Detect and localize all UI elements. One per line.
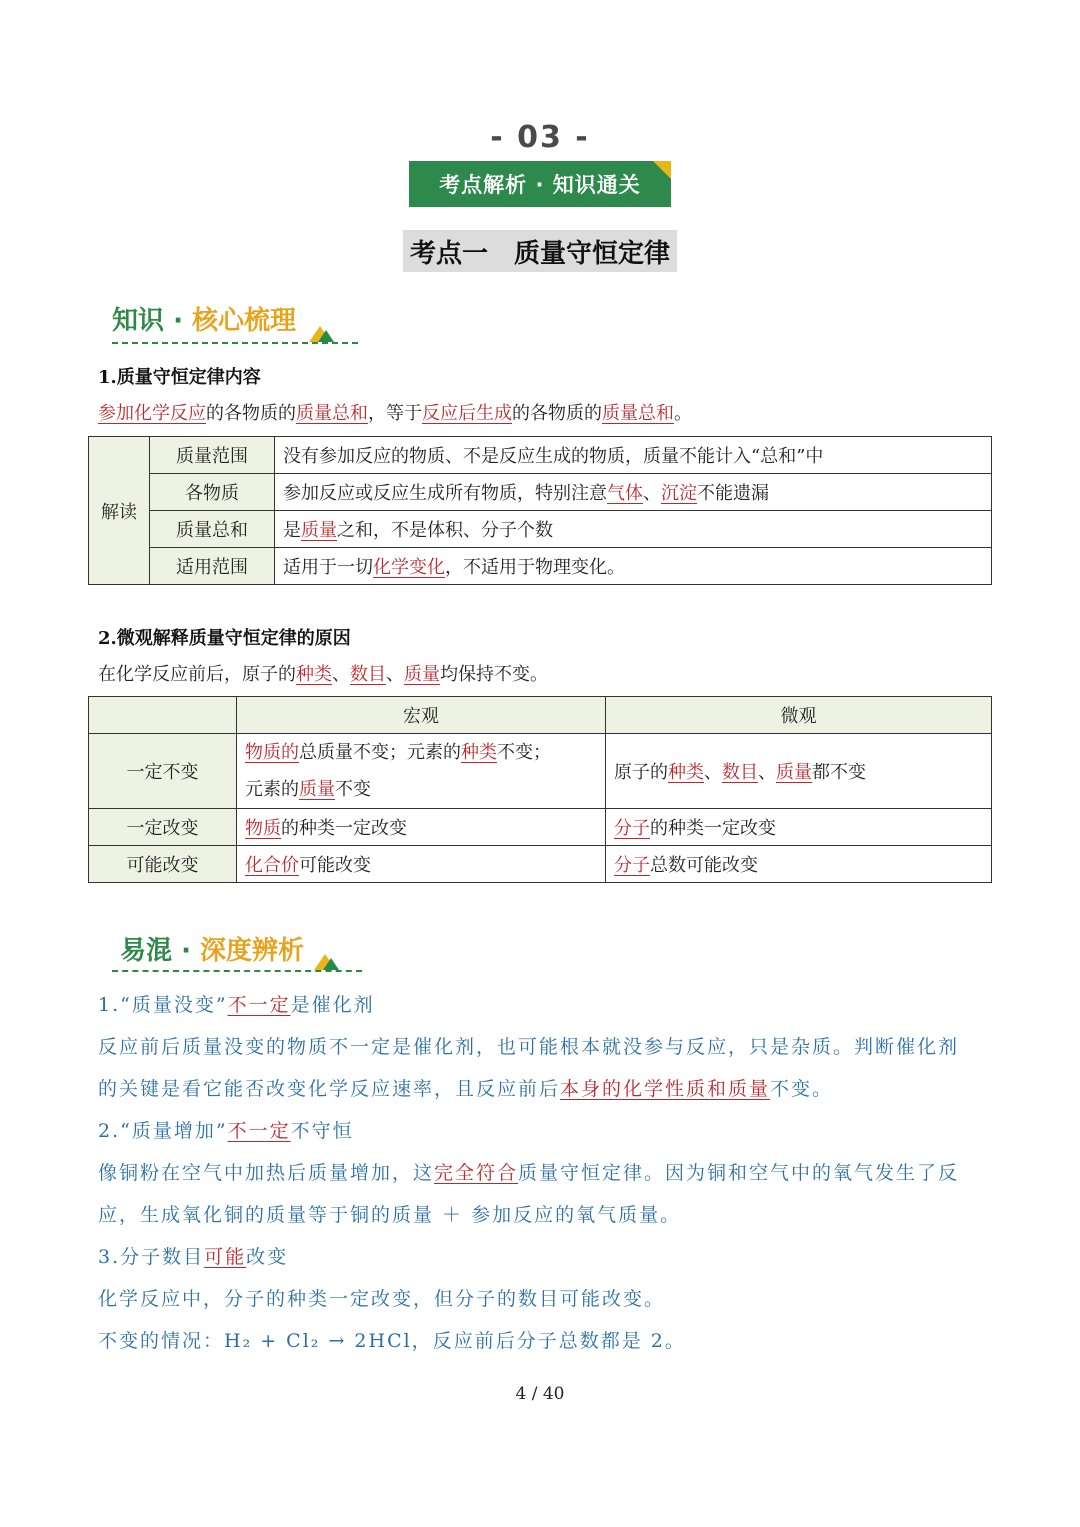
keyword: 分子 (614, 855, 650, 876)
item-1-line: 反应前后质量没变的物质不一定是催化剂，也可能根本就没参与反应，只是杂质。判断催化剂 (98, 1036, 960, 1058)
text: ，等于 (368, 403, 422, 424)
text: 总数可能改变 (650, 855, 758, 876)
triangle-icon (318, 330, 334, 342)
table-row-label: 一定不变 (89, 734, 237, 809)
keyword: 气体 (607, 483, 643, 504)
keyword: 完全符合 (434, 1162, 519, 1184)
text: 像铜粉在空气中加热后质量增加，这 (98, 1162, 435, 1184)
keyword: 不一定 (227, 1120, 291, 1142)
text: 的各物质的 (512, 403, 602, 424)
keyword: 种类 (461, 742, 497, 763)
table-cell (275, 474, 992, 511)
text: 、 (758, 762, 776, 783)
table-corner-cell (89, 697, 237, 734)
text: 。 (674, 403, 692, 424)
section-number: - 03 - (490, 120, 590, 155)
keyword: 化合价 (245, 855, 299, 876)
table-row-label: 质量范围 (150, 437, 275, 474)
keyword: 物质 (245, 818, 281, 839)
table-cell (606, 734, 992, 809)
table-cell (237, 846, 606, 883)
keyword: 沉淀 (661, 483, 697, 504)
text: 质量守恒定律。因为铜和空气中的氧气发生了反 (518, 1162, 960, 1184)
keyword: 物质的 (245, 742, 299, 763)
text: 均保持不变。 (440, 664, 548, 685)
table-row-label: 质量总和 (150, 511, 275, 548)
table-row-label: 各物质 (150, 474, 275, 511)
item-3-line: 不变的情况：H₂ + Cl₂ → 2HCl，反应前后分子总数都是 2。 (98, 1330, 686, 1352)
table-cell (606, 809, 992, 846)
keyword: 质量 (301, 520, 337, 541)
heading-1: 1.质量守恒定律内容 (98, 367, 261, 388)
keyword: 种类 (668, 762, 704, 783)
keyword: 数目 (350, 664, 386, 685)
keyword: 数目 (722, 762, 758, 783)
topic-title: 考点一 质量守恒定律 (403, 230, 677, 272)
text: 3.分子数目 (98, 1246, 205, 1268)
page-number: 4 / 40 (515, 1384, 565, 1404)
knowledge-heading (112, 300, 296, 337)
macro-micro-table (88, 696, 992, 883)
knowledge-dot: · (173, 306, 183, 336)
knowledge-label-b: 核心梳理 (192, 306, 297, 336)
heading-underline (112, 342, 358, 344)
text: 不变。 (770, 1078, 834, 1100)
confusion-dot: · (181, 936, 191, 966)
keyword: 质量 (776, 762, 812, 783)
text: 2.“质量增加” (98, 1120, 228, 1142)
keyword: 质量 (299, 779, 335, 800)
item-1-title (98, 984, 998, 1026)
table-row-label: 可能改变 (89, 846, 237, 883)
definition-line (98, 399, 692, 425)
table-cell: 没有参加反应的物质、不是反应生成的物质，质量不能计入“总和”中 (275, 437, 992, 474)
text: 不变； (497, 742, 551, 763)
keyword: 分子 (614, 818, 650, 839)
table-cell (606, 846, 992, 883)
table-cell (237, 734, 606, 809)
text: 的关键是看它能否改变化学反应速率，且反应前后 (98, 1078, 561, 1100)
table-row-label: 一定改变 (89, 809, 237, 846)
item-2-line (98, 1152, 998, 1194)
text: 、 (386, 664, 404, 685)
confusion-heading (120, 930, 304, 967)
interpretation-table (88, 436, 992, 585)
column-header-macro: 宏观 (237, 697, 606, 734)
text: 、 (704, 762, 722, 783)
text: 原子的 (614, 762, 668, 783)
text: 元素的 (245, 779, 299, 800)
text: 总质量不变；元素的 (299, 742, 461, 763)
keyword: 化学变化 (373, 557, 445, 578)
section-banner (409, 161, 671, 207)
heading-2: 2.微观解释质量守恒定律的原因 (98, 628, 351, 649)
keyword: 反应后生成 (422, 403, 512, 424)
confusion-content (98, 984, 998, 1362)
text: 是催化剂 (290, 994, 375, 1016)
micro-line (98, 660, 548, 686)
text: 1.“质量没变” (98, 994, 228, 1016)
text: 的种类一定改变 (281, 818, 407, 839)
knowledge-label-a: 知识 (112, 306, 165, 336)
text: 都不变 (812, 762, 866, 783)
confusion-label-b: 深度辨析 (200, 936, 305, 966)
keyword: 本身的化学性质和质量 (560, 1078, 771, 1100)
text: 改变 (246, 1246, 289, 1268)
text: 、 (332, 664, 350, 685)
column-header-micro: 微观 (606, 697, 992, 734)
heading-underline (112, 970, 362, 972)
keyword: 质量 (404, 664, 440, 685)
keyword: 质量总和 (296, 403, 368, 424)
item-2-title (98, 1110, 998, 1152)
item-3-line: 化学反应中，分子的种类一定改变，但分子的数目可能改变。 (98, 1288, 666, 1310)
text: 不能遗漏 (697, 483, 769, 504)
table-cell (275, 548, 992, 585)
text: 不守恒 (290, 1120, 354, 1142)
item-2-line: 应，生成氧化铜的质量等于铜的质量 ＋ 参加反应的氧气质量。 (98, 1204, 682, 1226)
item-3-title (98, 1236, 998, 1278)
table-cell (237, 809, 606, 846)
banner-text: 考点解析 · 知识通关 (439, 173, 641, 197)
text: 不变 (335, 779, 371, 800)
text: 的各物质的 (206, 403, 296, 424)
text: 是 (283, 520, 301, 541)
keyword: 种类 (296, 664, 332, 685)
text: 、 (643, 483, 661, 504)
table-group-label: 解读 (89, 437, 150, 585)
keyword: 不一定 (227, 994, 291, 1016)
keyword: 参加化学反应 (98, 403, 206, 424)
keyword: 质量总和 (602, 403, 674, 424)
confusion-label-a: 易混 (120, 936, 173, 966)
text: 可能改变 (299, 855, 371, 876)
text: 适用于一切 (283, 557, 373, 578)
table-row-label: 适用范围 (150, 548, 275, 585)
table-cell (275, 511, 992, 548)
keyword: 可能 (204, 1246, 247, 1268)
text: 的种类一定改变 (650, 818, 776, 839)
triangle-icon (323, 958, 339, 970)
text: 在化学反应前后，原子的 (98, 664, 296, 685)
text: 参加反应或反应生成所有物质，特别注意 (283, 483, 607, 504)
text: ，不适用于物理变化。 (445, 557, 625, 578)
banner-corner-decoration (653, 161, 671, 179)
item-1-line (98, 1068, 998, 1110)
text: 之和，不是体积、分子个数 (337, 520, 553, 541)
